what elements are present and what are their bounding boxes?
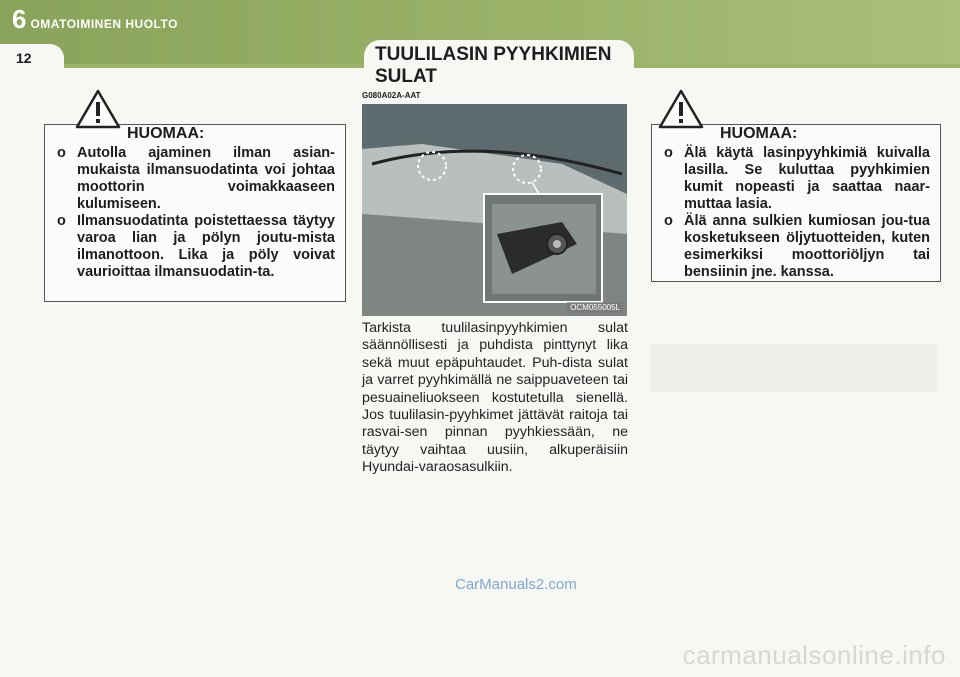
notice-item [55,145,335,213]
notice-item-text: Älä käytä lasinpyyhkimiä kuivalla lasilla. Se kuluttaa pyyhkimien kumit nopeasti ja saattaa naar-muttaa lasia. [684,145,930,212]
notice-item-text: Älä anna sulkien kumiosan jou-tua kosketukseen öljytuotteiden, kuten esimerkiksi moottoriöljyn tai bensiinin jne. kanssa. [684,213,930,280]
notice-heading: HUOMAA: [720,125,798,142]
chapter-header [12,6,178,32]
background-patch [651,344,937,392]
bullet: o [664,213,673,229]
wiper-illustration [362,104,627,316]
warning-triangle-icon [75,89,121,129]
bullet: o [57,145,66,161]
notice-item [55,213,335,281]
notice-item-text: Ilmansuodatinta poistettaessa täytyy varoa lian ja pölyn joutu-mista ilmanottoon. Lika ja pöly voivat vaurioittaa ilmansuodatin-ta. [77,213,335,280]
section-title-line2: SULAT [375,66,437,87]
page-number: 12 [16,50,32,66]
notice-heading: HUOMAA: [127,125,205,142]
page-tab [0,44,64,68]
bullet: o [57,213,66,229]
notice-box-right [651,124,941,282]
notice-item-text: Autolla ajaminen ilman asian-mukaista ilmansuodatinta voi johtaa moottorin voimakkaaseen kulumiseen. [77,145,335,212]
notice-item [662,213,930,281]
notice-item [662,145,930,213]
wiper-photo [362,104,627,316]
warning-triangle-icon [658,89,704,129]
photo-code: OCM055005L [567,302,623,313]
section-code: G080A02A-AAT [362,91,421,100]
section-title [375,44,625,88]
chapter-number: 6 [12,4,27,34]
notice-list [662,145,930,281]
body-paragraph: Tarkista tuulilasinpyyhkimien sulat säännöllisesti ja puhdista pinttynyt lika sekä muut epäpuhtaudet. Puh-dista sulat ja varret pyyhkimällä ne saippuaveteen tai pesuaineliuokseen kostutetulla sienellä. Jos tuulilasin-pyyhkimet jättävät raitoja tai rasvai-sen pinnan pyyhkiessään, ne täytyy vaihtaa uusiin, alkuperäisiin Hyundai-varaosasulkiin. [362,320,628,476]
notice-box-left [44,124,346,302]
chapter-title: OMATOIMINEN HUOLTO [30,17,178,31]
notice-list [55,145,335,281]
watermark-carmanualsonline: carmanualsonline.info [682,640,946,670]
section-title-line1: TUULILASIN PYYHKIMIEN [375,44,612,65]
bullet: o [664,145,673,161]
watermark-link-carmanuals2[interactable]: CarManuals2.com [455,576,577,593]
